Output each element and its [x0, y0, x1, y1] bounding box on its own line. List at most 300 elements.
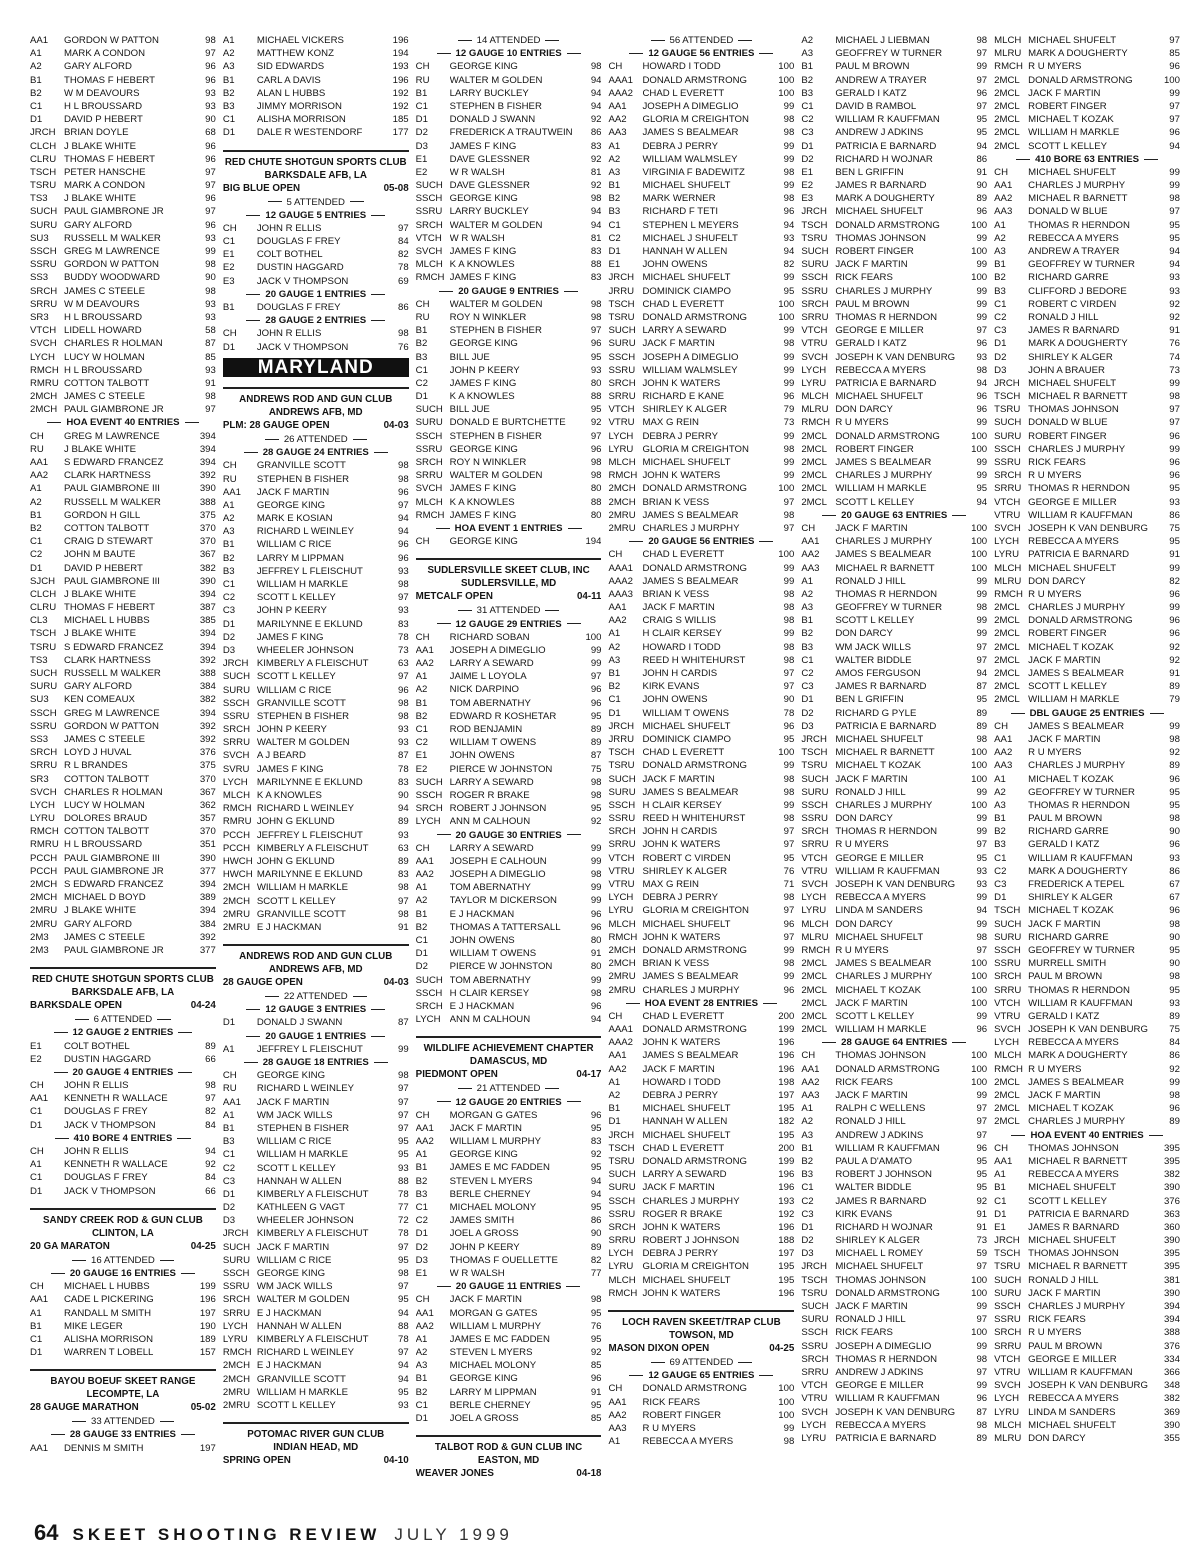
shooter-name: RONALD J HILL — [1028, 1274, 1099, 1286]
result-row — [223, 908, 409, 921]
result-row — [30, 654, 216, 667]
shooter-name: MICHAEL SHUFELT — [835, 733, 924, 745]
class-code: B3 — [222, 565, 235, 577]
score: 82 — [205, 1106, 216, 1118]
class-code: SVCH — [801, 879, 828, 890]
score: 96 — [590, 443, 602, 455]
rule-dash — [1150, 713, 1164, 714]
shooter-name: COLT BOTHEL — [256, 249, 323, 261]
event-title: 28 GAUGE 24 ENTRIES — [262, 447, 369, 459]
class-code: SSRU — [994, 958, 1021, 970]
score: 78 — [397, 1228, 409, 1240]
class-code: A3 — [801, 602, 814, 614]
result-row — [994, 1353, 1180, 1366]
score: 195 — [778, 1129, 795, 1141]
score: 367 — [199, 549, 216, 561]
result-row — [30, 759, 216, 772]
event-header — [30, 1026, 216, 1039]
shooter-name: R U MYERS — [835, 417, 889, 429]
class-code: SSRU — [801, 1340, 828, 1352]
shoot-date: 04-11 — [576, 591, 602, 603]
shooter-name: R L BRANDES — [64, 760, 128, 772]
rule-dash — [436, 528, 450, 529]
result-row — [223, 1399, 409, 1412]
result-row — [994, 733, 1180, 746]
score: 95 — [397, 1136, 409, 1148]
score: 97 — [590, 671, 602, 683]
score: 98 — [976, 1353, 988, 1365]
result-row — [994, 746, 1180, 759]
shooter-name: CRAIG S WILLIS — [642, 615, 717, 627]
rule-dash — [160, 1260, 174, 1261]
class-code: B2 — [222, 87, 235, 99]
result-row — [608, 1274, 794, 1287]
class-code: SSRU — [608, 1208, 636, 1220]
result-row — [608, 456, 794, 469]
result-row — [608, 140, 794, 153]
result-row — [223, 275, 409, 288]
class-code: AA1 — [415, 855, 434, 867]
score: 90 — [590, 1228, 602, 1240]
class-code: 2MCL — [994, 74, 1020, 86]
club-location: ANDREWS AFB, MD — [268, 406, 363, 418]
class-code: D3 — [801, 720, 814, 732]
score: 395 — [1163, 1142, 1180, 1154]
class-code: A2 — [801, 35, 814, 46]
result-row — [30, 865, 216, 878]
class-code: C3 — [801, 681, 814, 693]
score: 100 — [971, 760, 988, 772]
shooter-name: DONALD ARMSTRONG — [642, 74, 747, 86]
shooter-name: WALTER BIDDLE — [835, 1182, 912, 1194]
shooter-name: MARK A DOUGHERTY — [1028, 865, 1128, 877]
class-code: AA2 — [30, 470, 49, 482]
result-column-2 — [223, 34, 409, 1504]
shooter-name: WILLIAM T OWENS — [449, 737, 537, 749]
class-code: B1 — [415, 1373, 428, 1385]
result-row — [608, 126, 794, 139]
score: 98 — [976, 931, 988, 943]
class-code: LYCH — [994, 1393, 1020, 1405]
score: 394 — [199, 443, 216, 455]
shooter-name: CADE L PICKERING — [64, 1294, 154, 1306]
shooter-name: JOSEPH K VAN DENBURG — [835, 351, 956, 363]
shooter-name: RICK FEARS — [1028, 1314, 1086, 1326]
rule-dash — [246, 1036, 260, 1037]
shooter-name: JAMES S BEALMEAR — [1028, 720, 1125, 732]
result-row — [994, 1102, 1180, 1115]
shooter-name: CHARLES J MURPHY — [835, 536, 933, 548]
score: 97 — [783, 681, 795, 693]
shooter-name: PAUL GIAMBRONE JR — [64, 944, 164, 956]
class-code: SU3 — [30, 232, 49, 244]
result-row — [223, 235, 409, 248]
score: 96 — [1169, 615, 1180, 627]
score: 394 — [199, 707, 216, 719]
shooter-name: STEVEN L MYERS — [449, 1175, 533, 1187]
result-row — [801, 140, 987, 153]
shooter-name: DONALD ARMSTRONG — [642, 1024, 747, 1036]
score: 182 — [778, 1116, 795, 1128]
class-code: MLRU — [801, 931, 829, 943]
result-row — [994, 548, 1180, 561]
result-row — [801, 746, 987, 759]
score: 385 — [199, 615, 216, 627]
event-title: 410 BORE 63 ENTRIES — [1035, 153, 1140, 165]
class-code: SSCH — [608, 1195, 636, 1207]
shooter-name: DONALD ARMSTRONG — [835, 1063, 940, 1075]
shoot-date: 04-25 — [190, 1240, 216, 1252]
shooter-name: STEPHEN B FISHER — [256, 710, 350, 722]
score: 99 — [976, 259, 988, 271]
class-code: CH — [994, 720, 1008, 732]
shooter-name: JAMES C STEELE — [64, 931, 146, 943]
class-code: E1 — [30, 1040, 42, 1052]
score: 93 — [976, 351, 988, 363]
result-row — [416, 815, 602, 828]
class-code: SVCH — [994, 1024, 1021, 1036]
shooter-name: DOMINICK CIAMPO — [642, 733, 731, 745]
score: 99 — [590, 644, 602, 656]
score: 94 — [590, 74, 602, 86]
shooter-name: CHAD L EVERETT — [642, 549, 725, 561]
class-code: AA2 — [608, 114, 627, 126]
score: 97 — [783, 905, 795, 917]
score: 99 — [783, 575, 795, 587]
shooter-name: SCOTT L KELLEY — [1028, 681, 1108, 693]
shooter-name: CHARLES R HOLMAN — [64, 338, 163, 350]
class-code: 2MRU — [608, 984, 636, 996]
result-row — [608, 1129, 794, 1142]
result-row — [608, 377, 794, 390]
class-code: B2 — [994, 272, 1006, 284]
rule-dash — [1011, 1135, 1025, 1136]
club-name: ANDREWS ROD AND GUN CLUB — [223, 944, 409, 963]
score: 63 — [397, 658, 409, 670]
class-code: 2MCL — [994, 641, 1020, 653]
score: 95 — [976, 1169, 988, 1181]
result-row — [994, 680, 1180, 693]
score: 99 — [783, 430, 795, 442]
score: 98 — [590, 457, 602, 468]
shooter-name: JOHN P KEERY — [256, 605, 327, 617]
class-code: D3 — [994, 364, 1007, 376]
rule-dash — [178, 1032, 192, 1033]
score: 98 — [590, 61, 602, 73]
shooter-name: JOHN K WATERS — [642, 1221, 721, 1233]
result-row — [608, 337, 794, 350]
score: 97 — [397, 1122, 409, 1134]
shooter-name: ROBERT J JOHNSON — [835, 1169, 932, 1181]
score: 95 — [976, 483, 988, 495]
result-row — [416, 1372, 602, 1385]
shooter-name: JAMES C STEELE — [64, 733, 146, 745]
score: 98 — [783, 338, 795, 350]
shoot-header — [416, 1068, 602, 1082]
class-code: D2 — [415, 127, 428, 139]
rule-dash — [759, 541, 773, 542]
result-row — [801, 1181, 987, 1194]
shooter-name: JACK F MARTIN — [642, 338, 715, 350]
score: 357 — [199, 813, 216, 825]
shooter-name: AMOS FERGUSON — [835, 668, 921, 679]
shooter-name: THOMAS F OUELLETTE — [449, 1254, 558, 1266]
score: 99 — [1169, 562, 1180, 574]
score: 96 — [590, 697, 602, 709]
event-title: 12 GAUGE 10 ENTRIES — [455, 48, 562, 60]
score: 73 — [783, 417, 795, 429]
rule-dash — [246, 320, 260, 321]
score: 100 — [778, 1396, 795, 1408]
result-row — [30, 364, 216, 377]
result-row — [994, 575, 1180, 588]
result-row — [30, 403, 216, 416]
score: 94 — [976, 668, 988, 679]
result-row — [223, 1241, 409, 1254]
shooter-name: JACK F MARTIN — [256, 1096, 330, 1108]
rule-dash — [437, 834, 451, 835]
shooter-name: JACK F MARTIN — [1028, 654, 1101, 666]
shooter-name: ROBERT FINGER — [642, 1409, 722, 1421]
publication-title: SKEET SHOOTING REVIEW — [72, 1525, 381, 1544]
class-code: AA2 — [415, 658, 434, 670]
shooter-name: JAMES R BARNARD — [835, 681, 927, 693]
score: 382 — [1163, 1393, 1180, 1405]
score: 99 — [783, 470, 795, 482]
score: 334 — [1163, 1353, 1180, 1365]
class-code: AA2 — [608, 615, 627, 627]
shooter-name: JOHN G EKLUND — [256, 855, 335, 867]
class-code: SSCH — [994, 443, 1021, 455]
class-code: D1 — [30, 562, 43, 574]
event-title: 12 GAUGE 3 ENTRIES — [265, 1004, 367, 1016]
score: 95 — [590, 1399, 602, 1411]
result-row — [30, 535, 216, 548]
class-code: A3 — [994, 799, 1006, 811]
result-row — [994, 100, 1180, 113]
shooter-name: JACK F MARTIN — [449, 1294, 522, 1306]
score: 82 — [783, 259, 795, 271]
rule-dash — [437, 1101, 451, 1102]
result-row — [416, 416, 602, 429]
score: 97 — [976, 1314, 988, 1326]
shooter-name: MICHAEL R BARNETT — [835, 747, 935, 759]
class-code: B1 — [415, 1162, 428, 1174]
class-code: JRCH — [222, 658, 249, 670]
event-title: 28 GAUGE 18 ENTRIES — [262, 1057, 369, 1069]
class-code: TS3 — [30, 654, 48, 666]
class-code: B1 — [801, 1142, 814, 1154]
shooter-name: MICHAEL VICKERS — [256, 35, 344, 46]
shooter-name: ANDREW J ADKINS — [835, 1366, 924, 1378]
score: 67 — [1169, 879, 1180, 890]
class-code: A1 — [415, 671, 428, 683]
score: 96 — [1169, 839, 1180, 851]
shooter-name: E J HACKMAN — [256, 1307, 322, 1319]
score: 96 — [976, 1024, 988, 1036]
class-code: B2 — [415, 710, 428, 722]
shooter-name: JACK F MARTIN — [1028, 918, 1101, 930]
class-code: C1 — [415, 364, 428, 376]
score: 87 — [397, 1017, 409, 1029]
class-code: AA1 — [30, 457, 49, 468]
score: 91 — [590, 1386, 602, 1398]
result-row — [416, 1386, 602, 1399]
result-row — [30, 192, 216, 205]
shooter-name: JOEL A GROSS — [449, 1228, 519, 1240]
result-row — [801, 1234, 987, 1247]
class-code: A3 — [608, 166, 621, 178]
score: 392 — [199, 720, 216, 732]
result-row — [994, 786, 1180, 799]
shoot-header — [30, 999, 216, 1013]
score: 98 — [976, 364, 988, 376]
result-row — [608, 324, 794, 337]
class-code: MLRU — [994, 1432, 1022, 1444]
shooter-name: RICHARD H WOJNAR — [835, 153, 933, 165]
score: 395 — [1163, 1155, 1180, 1167]
class-code: 2MCL — [801, 430, 827, 442]
result-row — [608, 627, 794, 640]
result-row — [416, 1148, 602, 1161]
result-row — [801, 693, 987, 706]
result-row — [223, 1069, 409, 1082]
class-code: AA1 — [608, 1396, 627, 1408]
result-row — [416, 881, 602, 894]
shooter-name: JOHN A BRAUER — [1028, 364, 1105, 376]
result-row — [801, 1392, 987, 1405]
score: 93 — [397, 565, 409, 577]
class-code: B1 — [415, 87, 428, 99]
class-code: SVCH — [30, 786, 57, 798]
class-code: E2 — [222, 262, 235, 274]
class-code: CH — [30, 1281, 44, 1293]
class-code: SUCH — [801, 1301, 829, 1312]
page-footer — [34, 1520, 513, 1550]
shooter-name: THOMAS JOHNSON — [1028, 1248, 1119, 1260]
event-title: HOA EVENT 28 ENTRIES — [644, 997, 758, 1009]
result-row — [994, 1010, 1180, 1023]
shooter-name: RICK FEARS — [835, 1327, 893, 1339]
shooter-name: JACK F MARTIN — [835, 1301, 908, 1312]
result-row — [994, 878, 1180, 891]
attendance-text: 33 ATTENDED — [91, 1416, 155, 1428]
shooter-name: CHARLES J MURPHY — [1028, 1301, 1126, 1312]
class-code: B1 — [608, 668, 621, 679]
score: 390 — [1163, 1235, 1180, 1247]
score: 86 — [590, 1215, 602, 1227]
score: 100 — [971, 971, 988, 983]
shooter-name: MATTHEW KONZ — [256, 48, 334, 60]
shooter-name: ROBERT FINGER — [1028, 628, 1107, 640]
shooter-name: HANNAH W ALLEN — [642, 1116, 728, 1128]
result-row — [416, 74, 602, 87]
result-row — [994, 654, 1180, 667]
score: 95 — [590, 1162, 602, 1174]
result-row — [994, 1366, 1180, 1379]
result-row — [994, 192, 1180, 205]
class-code: B1 — [30, 1320, 42, 1332]
class-code: A1 — [608, 140, 621, 152]
class-code: TSRU — [801, 1287, 828, 1299]
score: 100 — [971, 1287, 988, 1299]
result-row — [801, 1063, 987, 1076]
shooter-name: JAIME L LOYOLA — [449, 671, 527, 683]
score: 78 — [397, 1188, 409, 1200]
result-row — [608, 601, 794, 614]
score: 95 — [976, 694, 988, 706]
class-code: PCCH — [30, 865, 58, 877]
shooter-name: GEORGE KING — [449, 61, 518, 73]
shooter-name: GEOFFREY W TURNER — [835, 48, 943, 60]
class-code: D1 — [30, 1347, 43, 1359]
class-code: TSCH — [608, 747, 635, 759]
result-row — [801, 575, 987, 588]
class-code: SSCH — [415, 789, 443, 801]
score: 196 — [199, 1294, 216, 1306]
class-code: VTCH — [608, 404, 635, 416]
class-code: SUCH — [222, 1241, 251, 1253]
shooter-name: JOSEPH A DIMEGLIO — [642, 351, 739, 363]
class-code: LYCH — [801, 892, 827, 904]
shooter-name: MICHAEL J LIEBMAN — [835, 35, 930, 46]
shooter-name: WILLIAM R KAUFFMAN — [1028, 997, 1133, 1009]
shooter-name: S EDWARD FRANCEZ — [64, 641, 164, 653]
shoot-name: BIG BLUE OPEN — [222, 182, 301, 194]
shooter-name: WM JACK WILLS — [256, 1109, 333, 1121]
rule-dash — [47, 422, 61, 423]
class-code: A1 — [222, 1043, 235, 1055]
class-code: A1 — [801, 1103, 814, 1115]
class-code: 2MCL — [994, 1103, 1020, 1115]
rule-dash — [738, 40, 752, 41]
shooter-name: GEORGE KING — [449, 443, 518, 455]
result-row — [608, 166, 794, 179]
shooter-name: MICHAEL T KOZAK — [1028, 1103, 1114, 1115]
class-code: B2 — [608, 681, 621, 693]
shooter-name: RICHARD E KANE — [642, 391, 725, 403]
result-row — [801, 548, 987, 561]
result-row — [416, 232, 602, 245]
result-row — [608, 575, 794, 588]
shoot-header — [416, 1467, 602, 1481]
shooter-name: JACK F MARTIN — [1028, 1287, 1101, 1299]
class-code: CH — [415, 1109, 430, 1121]
class-code: B1 — [994, 1182, 1006, 1194]
class-code: C1 — [30, 536, 43, 548]
score: 97 — [397, 1281, 409, 1293]
class-code: SVCH — [994, 1380, 1021, 1392]
score: 95 — [783, 852, 795, 864]
class-code: MLCH — [415, 259, 443, 271]
shoot-header — [223, 419, 409, 433]
class-code: A3 — [801, 48, 814, 60]
event-header — [416, 285, 602, 298]
class-code: B1 — [608, 180, 621, 192]
score: 98 — [1169, 971, 1180, 983]
result-row — [801, 416, 987, 429]
result-row — [608, 759, 794, 772]
class-code: B2 — [30, 87, 42, 99]
shooter-name: CHARLES J MURPHY — [642, 522, 740, 534]
score: 95 — [590, 404, 602, 416]
result-row — [223, 473, 409, 486]
class-code: CH — [30, 1146, 44, 1157]
event-title: 28 GAUGE 2 ENTRIES — [265, 315, 367, 327]
shooter-name: DON DARCY — [835, 628, 893, 640]
class-code: A2 — [801, 1116, 814, 1128]
result-row — [801, 311, 987, 324]
